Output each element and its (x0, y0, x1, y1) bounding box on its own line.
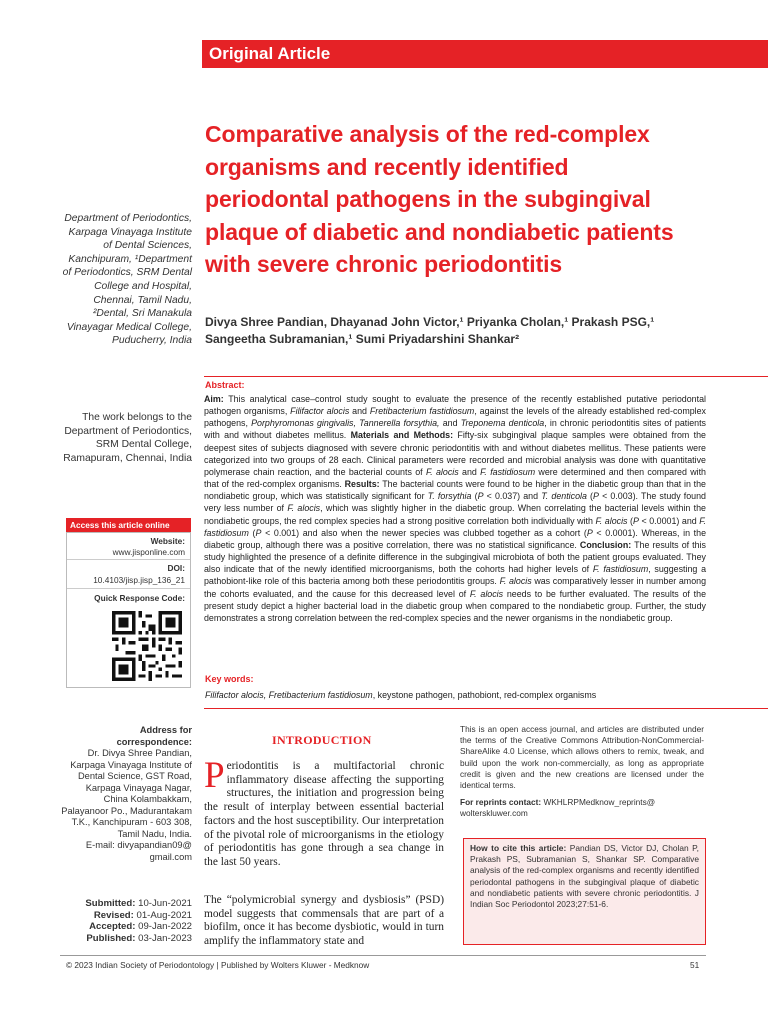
website-label: Website: (150, 536, 185, 546)
abstract-top-rule (204, 376, 768, 377)
correspondence-email[interactable]: E-mail: divyapandian09@ gmail.com (85, 840, 192, 862)
footer-rule (60, 955, 706, 956)
intro-paragraph-2: The “polymicrobial synergy and dysbiosis” (PSD) model suggests that commensals that are part of a biofilm, once it has become dysbiotic, would in turn amplify the inflammatory state and (204, 894, 444, 948)
introduction-heading: INTRODUCTION (272, 733, 372, 747)
keywords-label: Key words: (205, 674, 254, 684)
correspondence-block (60, 725, 192, 863)
correspondence-address: Dr. Divya Shree Pandian, Karpaga Vinayaga Institute of Dental Science, GST Road, Karpaga Vinayaga Nagar, China Kolambakkam, Palayanoor Po., Madurantakam T.K., Kanchipuram - 603 308, Tamil Nadu, India. (61, 748, 192, 839)
affiliations: Department of Periodontics, Karpaga Vinayaga Institute of Dental Sciences, Kanchipuram, ¹Department of Periodontics, SRM Dental College and Hospital, Chennai, Tamil Nadu, ²Dental, Sri Manakula Vinayagar Medical College, Puducherry, India (62, 213, 192, 347)
date-row: Published: 03-Jan-2023 (86, 932, 192, 944)
intro-paragraph-1: Periodontitis is a multifactorial chronic inflammatory disease affecting the supporting structures, the initiation and progression being the result of interplay between essential bacterial factors and the host susceptibility. Our interpretation of the pivotal role of microorganisms in the etiology of periodontitis has gone through a sea change in the last 50 years. (204, 755, 444, 868)
access-divider (67, 559, 190, 560)
author-line-2: Sangeetha Subramanian,¹ Sumi Priyadarshini Shankar² (205, 332, 520, 346)
reprints-email[interactable]: WKHLRPMedknow_reprints@ wolterskluwer.com (460, 797, 656, 819)
page-number: 51 (690, 960, 700, 970)
correspondence-label: correspondence: (116, 736, 192, 747)
reprints-contact: For reprints contact: WKHLRPMedknow_reprints@ wolterskluwer.com (460, 797, 656, 819)
work-belongs-note: The work belongs to the Department of Periodontics, SRM Dental College, Ramapuram, Chennai, India (63, 412, 192, 464)
correspondence-label: Address for (139, 725, 192, 735)
date-row: Submitted: 10-Jun-2021 (85, 898, 192, 909)
article-type-banner: Original Article (202, 40, 768, 68)
open-access-notice: This is an open access journal, and articles are distributed under the terms of the Creative Commons Attribution-NonCommercial-ShareAlike 4.0 License, which allows others to remix, tweak, and build upon the work non-commercially, as long as appropriate credit is given and the new creations are licensed under the identical terms. (460, 724, 704, 791)
author-list (205, 314, 705, 348)
drop-cap: P (204, 755, 225, 796)
abstract-label: Abstract: (205, 380, 245, 390)
access-online-header: Access this article online (66, 518, 191, 532)
author-line-1: Divya Shree Pandian, Dhayanad John Victor,¹ Priyanka Cholan,¹ Prakash PSG,¹ (205, 315, 655, 329)
doi-value[interactable]: 10.4103/jisp.jisp_136_21 (93, 575, 185, 585)
date-row: Accepted: 09-Jan-2022 (89, 921, 192, 933)
date-row: Revised: 01-Aug-2021 (93, 909, 192, 921)
keywords: Filifactor alocis, Fretibacterium fastidiosum, keystone pathogen, pathobiont, red-complex organisms (205, 690, 597, 700)
footer-copyright: © 2023 Indian Society of Periodontology | Published by Wolters Kluwer - Medknow (66, 960, 370, 970)
doi-label: DOI: (167, 563, 185, 573)
article-title: Comparative analysis of the red-complex organisms and recently identified periodontal pathogens in the subgingival plaque of diabetic and nondiabetic patients with severe chronic periodontitis (205, 121, 674, 277)
citation-box: How to cite this article: Pandian DS, Victor DJ, Cholan P, Prakash PS, Subramanian S, Shankar SP. Comparative analysis of the red-complex organisms and recently identified periodontal pathogens in the subgingival plaque of diabetic and nondiabetic patients with severe chronic periodontitis. J Indian Soc Periodontol 2023;27:51-6. (463, 838, 706, 945)
access-divider (67, 588, 190, 589)
qr-code-icon[interactable] (112, 611, 182, 681)
website-value[interactable]: www.jisponline.com (112, 547, 185, 557)
abstract-bottom-rule (204, 708, 768, 709)
article-dates (60, 898, 192, 944)
abstract-text: Aim: This analytical case–control study sought to evaluate the presence of the recently established putative periodontal pathogen organisms, Filifactor alocis and Fretibacterium fastidiosum, against the levels of the already established red-complex pathogens, Porphyromonas gingivalis, Tannerella forsythia, and Treponema denticola, in chronic periodontitis sites of patients with and without diabetes mellitus. Materials and Methods: Fifty-six subgingival plaque samples were obtained from the deepest sites of subjects diagnosed with severe chronic periodontitis with and without diabetes mellitus. These patients were categorized into two groups of 28 each. Clinical parameters were recorded and microbial analysis was done with quantitative polymerase chain reaction, and the bacterial counts of F. alocis and F. fastidiosum were determined and then compared with that of the red-complex organisms. Results: The bacterial counts were found to be higher in the diabetic group than that in the nondiabetic group, which was statistically significant for T. forsythia (P < 0.037) and T. denticola (P < 0.003). The study found very less number of F. alocis, which was slightly higher in the diabetic group. When correlating the bacterial levels within the nondiabetic groups, the red complex species had a strong positive correlation both individually with F. alocis (P < 0.0001) and F. fastidiosum (P < 0.001) and also when the newer species was clubbed together as a cohort (P < 0.0001). Whereas, in the diabetic group, although there was a positive correlation, there was no statistical significance. Conclusion: The results of this study highlighted the presence of a definite difference in the subgingival microbiota of both the patient groups evaluated. They also indicate that of the newly identified microorganisms, both the cohorts had higher levels of F. fastidiosum, suggesting a pathobiont-like role of this bacteria among both these periodontitis groups. F. alocis was comparatively lesser in number among the cohorts evaluated, and the cause for this decreased level of F. alocis needs to be further evaluated. The results of the present study depict a higher bacterial load in the diabetic group when compared to the nondiabetic group. Further, the study demonstrates a strong correlation between the red-complex species and the newer organisms in the nondiabetic group. (204, 394, 707, 623)
qr-label: Quick Response Code: (94, 593, 185, 603)
